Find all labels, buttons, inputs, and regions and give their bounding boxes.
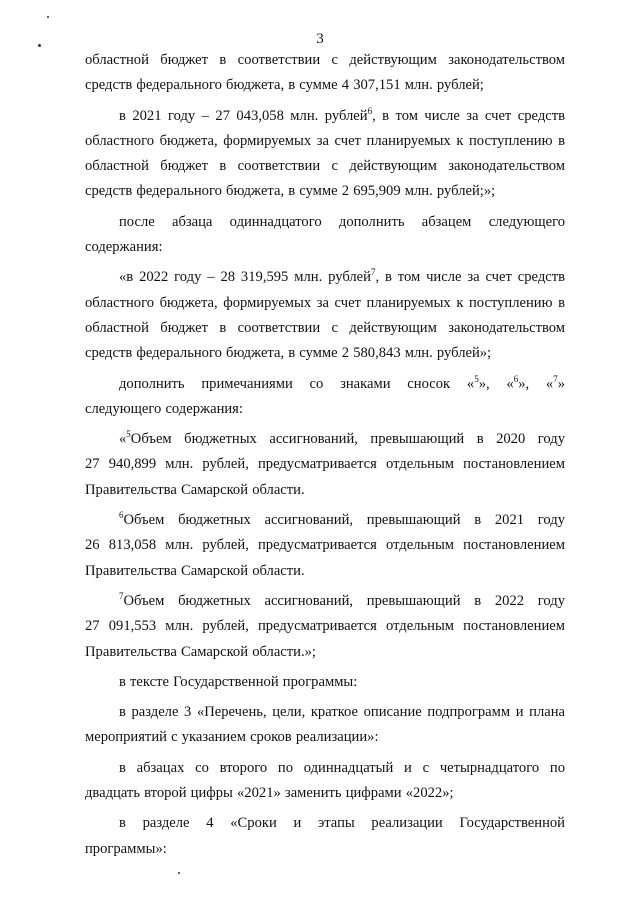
text-line: $^6$Объем бюджетных ассигнований, превышающий в 2021 году [119,510,565,529]
text-line: Правительства Самарской области. [85,562,305,579]
text-line: после абзаца одиннадцатого дополнить абзацем следующего [119,213,565,230]
text-line: средств федерального бюджета, в сумме 4 307,151 млн. рублей; [85,77,484,94]
paragraph [85,811,565,862]
text-line: областного бюджета, формируемых за счет планируемых к поступлению в [85,294,565,311]
paragraph [85,508,565,584]
scan-speck [178,872,180,874]
footnote-marker: 6 [119,510,124,521]
text-line: двадцать второй цифры «2021» заменить цифрами «2022»; [85,785,454,802]
footnote-marker: 7 [370,267,376,278]
text-line: $^7$Объем бюджетных ассигнований, превышающий в 2022 году [119,591,565,609]
paragraph [85,104,565,205]
text-line: областной бюджет в соответствии с действующим законодательством [85,319,565,336]
text-line: «$^5$Объем бюджетных ассигнований, превышающий в 2020 году [119,429,565,448]
text-line: в абзацах со второго по одиннадцатый и с четырнадцатого по [119,759,565,776]
paragraph [85,670,565,695]
paragraph [85,372,565,423]
paragraph [85,427,565,503]
text-line: следующего содержания: [85,400,243,417]
text-line: Правительства Самарской области. [85,481,305,498]
text-line: Правительства Самарской области.»; [85,643,316,660]
text-line: содержания: [85,239,163,256]
text-line: «в 2022 году – 28 319,595 млн. рублей$^7$, в том числе за счет средств [119,267,565,286]
text-line: областной бюджет в соответствии с действующим законодательством [85,52,565,68]
text-line: дополнить примечаниями со знаками сносок «$^5$», «$^6$», «$^7$» [119,373,566,392]
text-line: областного бюджета, формируемых за счет планируемых к поступлению в [85,132,565,149]
text-line: программы»: [85,840,167,857]
text-line: в разделе 4 «Сроки и этапы реализации Государственной [119,815,565,832]
footnote-marker: 5 [126,429,131,440]
text-line: в разделе 3 «Перечень, цели, краткое описание подпрограмм и плана [119,704,565,721]
page-number: 3 [316,31,324,47]
paragraph [85,756,565,807]
footnote-marker: 6 [513,373,519,384]
footnote-marker: 7 [119,591,124,602]
text-line: средств федерального бюджета, в сумме 2 580,843 млн. рублей»; [85,345,492,362]
paragraph [85,210,565,261]
text-line: в тексте Государственной программы: [119,673,358,690]
text-line: 27 091,553 млн. рублей, предусматривается отдельным постановлением [85,618,565,635]
footnote-marker: 5 [474,373,479,384]
document-body [85,48,565,862]
text-line: средств федерального бюджета, в сумме 2 695,909 млн. рублей;»; [85,183,496,200]
paragraph [85,589,565,665]
footnote-marker: 7 [553,373,558,384]
paragraph [85,700,565,751]
paragraph [85,48,565,99]
scan-speck [47,16,49,18]
text-line: 26 813,058 млн. рублей, предусматривается отдельным постановлением [85,537,565,554]
text-line: в 2021 году – 27 043,058 млн. рублей$^6$, в том числе за счет средств [119,105,565,124]
text-line: мероприятий с указанием сроков реализации»: [85,729,379,746]
footnote-marker: 6 [367,105,373,116]
paragraph [85,265,565,366]
text-line: 27 940,899 млн. рублей, предусматривается отдельным постановлением [85,456,565,473]
text-line: областной бюджет в соответствии с действующим законодательством [85,158,565,175]
